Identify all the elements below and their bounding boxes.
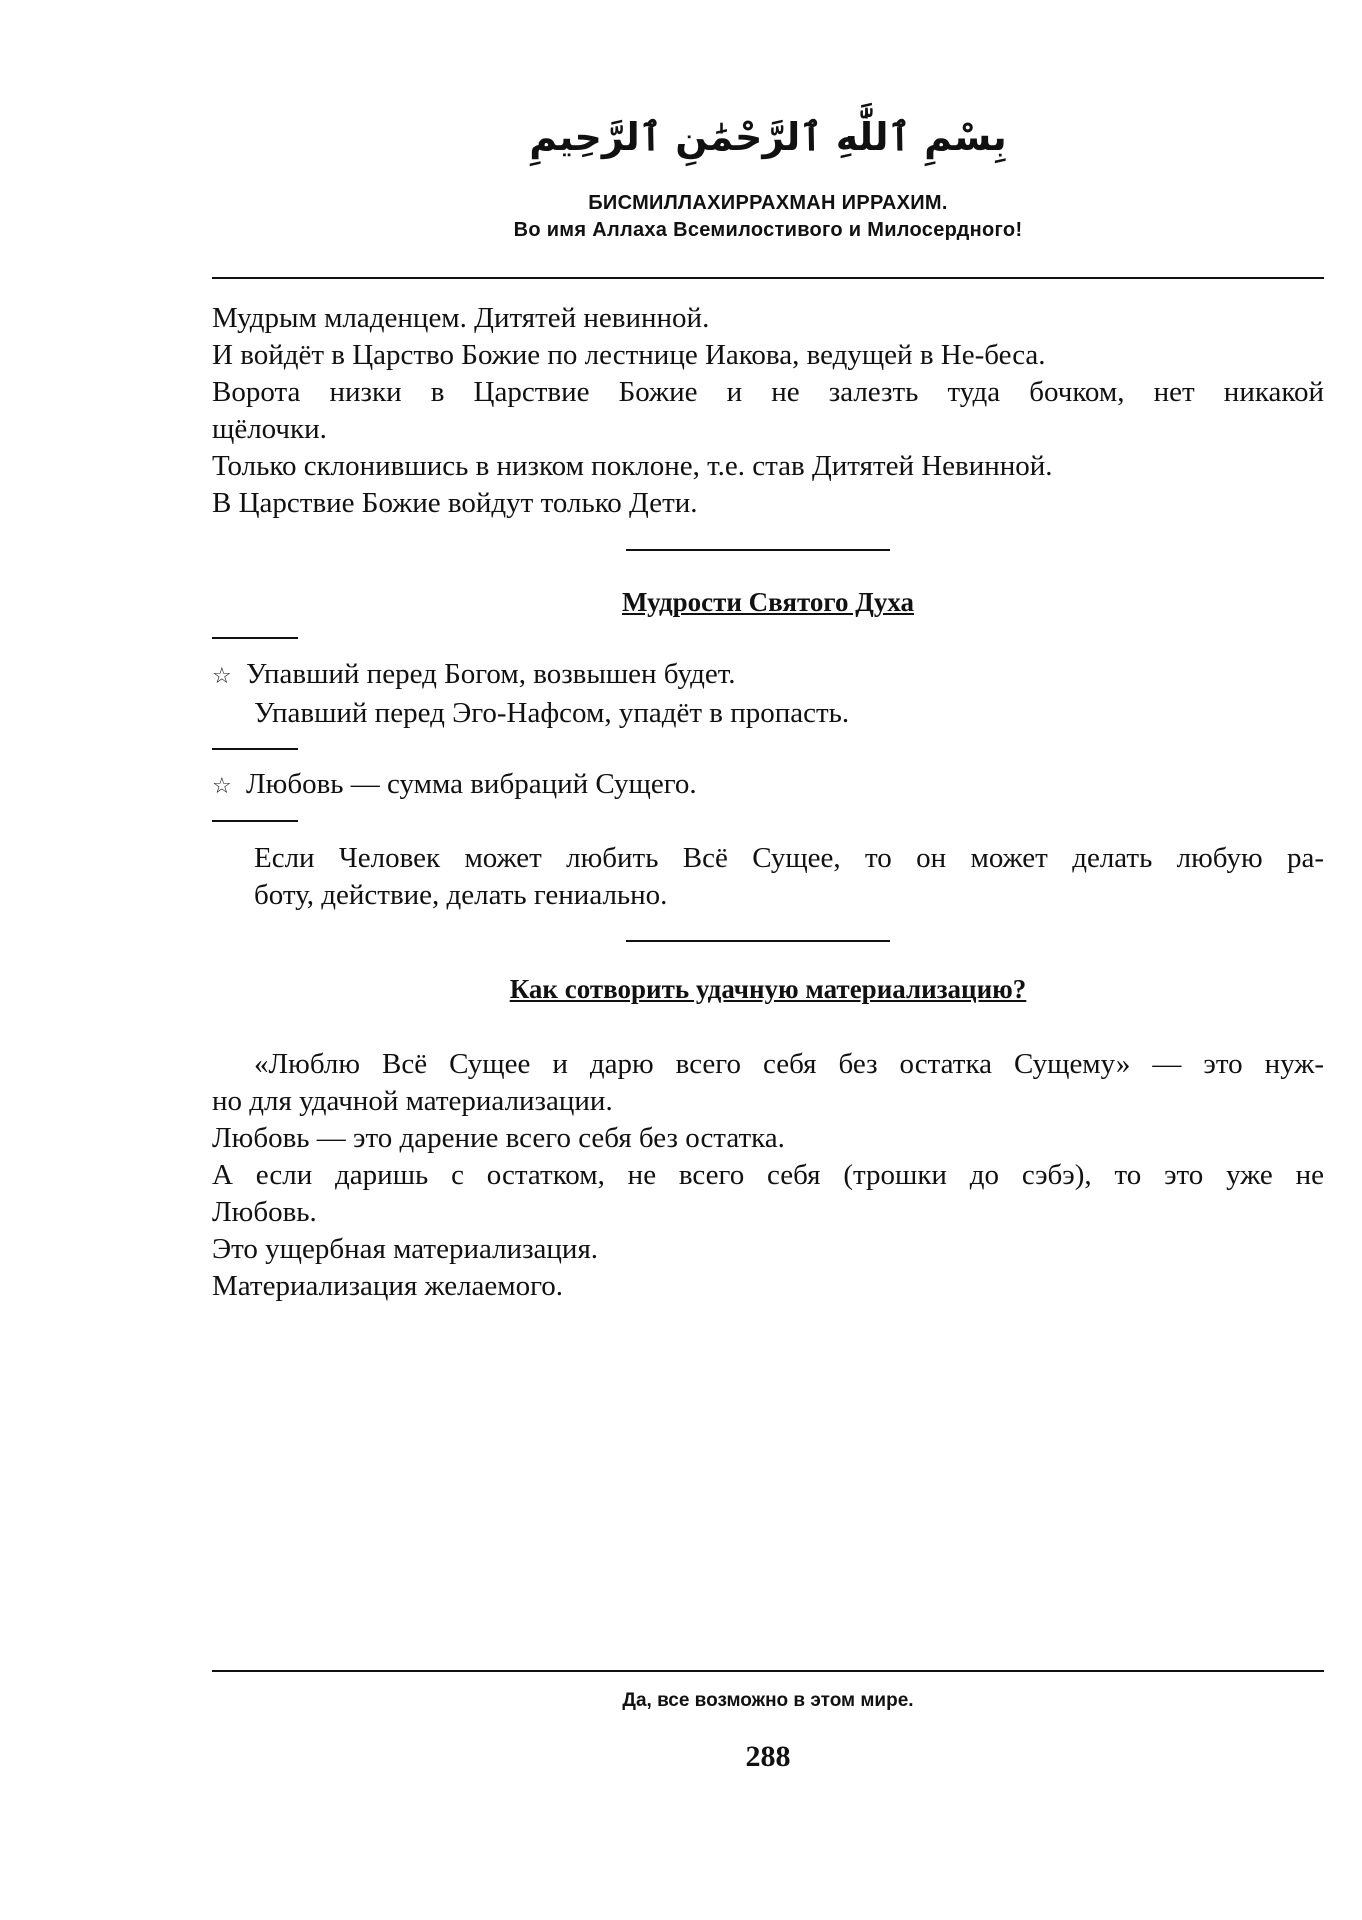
item-divider (212, 748, 298, 750)
star-icon: ☆ (212, 774, 232, 799)
text-line: Материализация желаемого. (212, 1270, 564, 1302)
wisdom-item-1 (212, 656, 1324, 732)
bismillah-calligraphy (529, 78, 1007, 188)
footer-divider (212, 1670, 1324, 1672)
text-line: щёлочки. (212, 413, 327, 445)
text-line: Ворота низки в Царствие Божие и не залезть туда бочком, нет никакой (212, 376, 1324, 408)
item-divider (212, 820, 298, 822)
text-line: А если даришь с остатком, не всего себя (трошки до сэбэ), то это уже не (212, 1159, 1324, 1191)
header-subtitle: Во имя Аллаха Всемилостивого и Милосердного! (513, 219, 1023, 241)
text-line: Любовь. (212, 1196, 317, 1228)
footer-motto: Да, все возможно в этом мире. (622, 1690, 914, 1711)
section-divider (626, 940, 890, 942)
text-line: Только склонившись в низком поклоне, т.е. став Дитятей Невинной. (212, 450, 1053, 482)
text-line: В Царствие Божие войдут только Дети. (212, 487, 698, 519)
text-line: Мудрым младенцем. Дитятей невинной. (212, 302, 710, 334)
svg-text:بِسْمِ ٱللَّٰهِ ٱلرَّحْمَٰنِ ٱ: بِسْمِ ٱللَّٰهِ ٱلرَّحْمَٰنِ ٱلرَّحِيمِ (529, 115, 1007, 159)
wisdom-item-2 (212, 766, 1324, 805)
text-line: боту, действие, делать гениально. (254, 879, 668, 911)
text-line: Любовь — сумма вибраций Сущего. (246, 768, 697, 800)
intro-paragraph (212, 300, 1324, 522)
page-header (212, 78, 1324, 244)
item-divider (212, 637, 298, 639)
section-divider (626, 549, 890, 551)
text-line: Упавший перед Богом, возвышен будет. (246, 658, 736, 690)
text-line: Это ущербная материализация. (212, 1233, 599, 1265)
text-line: Если Человек может любить Всё Сущее, то он может делать любую ра- (254, 842, 1324, 874)
text-line: но для удачной материализации. (212, 1085, 613, 1117)
text-line: Любовь — это дарение всего себя без остатка. (212, 1122, 785, 1154)
header-title: БИСМИЛЛАХИРРАХМАН ИРРАХИМ. (588, 192, 948, 214)
section-title-materialization: Как сотворить удачную материализацию? (509, 974, 1027, 1004)
love-paragraph (254, 840, 1324, 914)
materialization-paragraph (212, 1046, 1324, 1305)
text-line: «Люблю Всё Сущее и дарю всего себя без остатка Сущему» — это нуж- (254, 1048, 1324, 1080)
header-divider (212, 277, 1324, 279)
page-number: 288 (745, 1740, 791, 1773)
text-line: И войдёт в Царство Божие по лестнице Иакова, ведущей в Не-беса. (212, 339, 1046, 371)
section-title-wisdom: Мудрости Святого Духа (622, 587, 914, 617)
star-icon: ☆ (212, 664, 232, 689)
text-line: Упавший перед Эго-Нафсом, упадёт в пропасть. (254, 697, 850, 729)
